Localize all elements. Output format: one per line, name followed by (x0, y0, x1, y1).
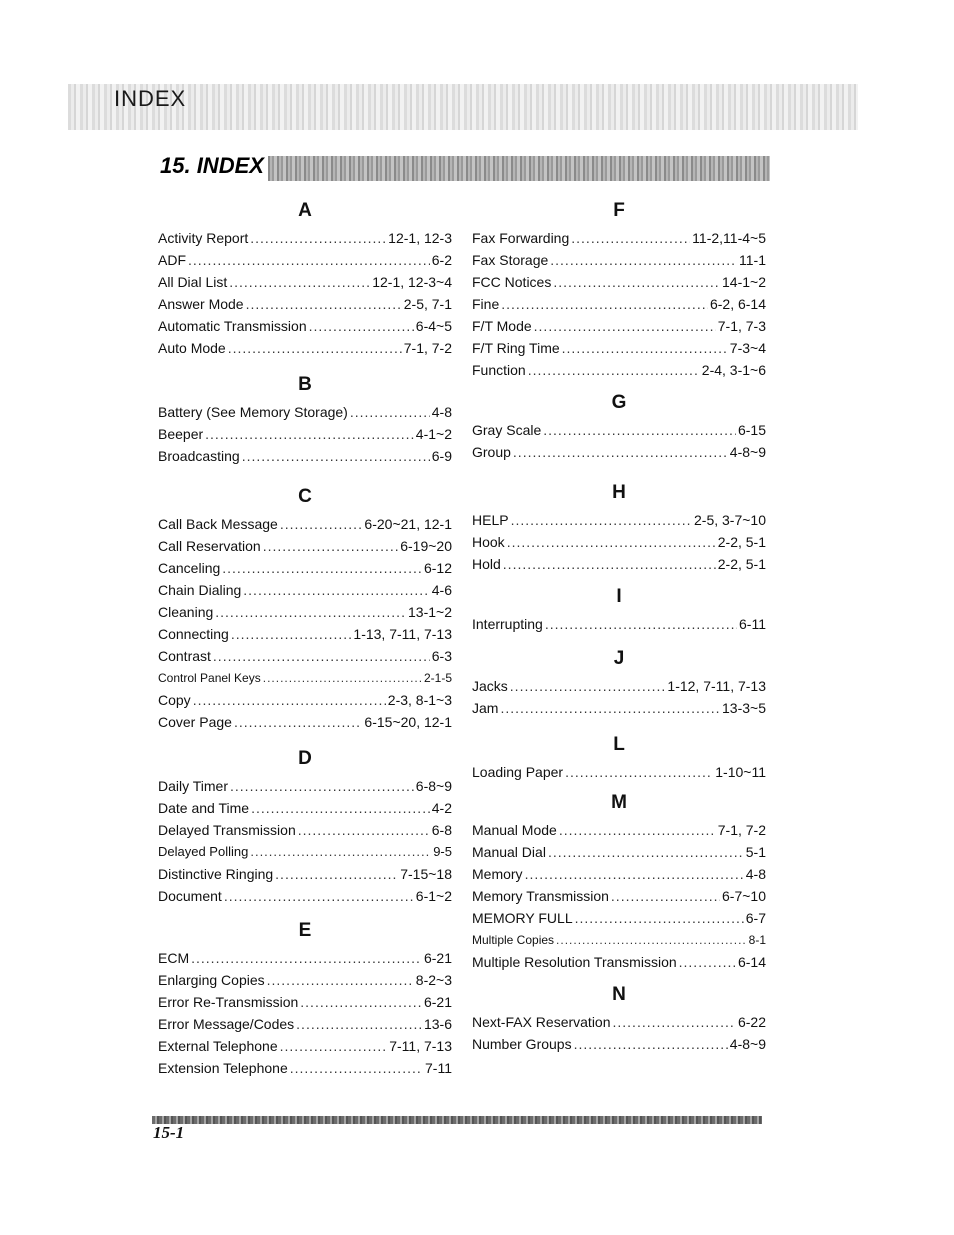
section-b (158, 373, 452, 467)
entry-pages: 6-7~10 (722, 888, 766, 904)
leader-dots (565, 761, 713, 783)
leader-dots (205, 423, 414, 445)
index-entry (158, 579, 452, 601)
index-entry (158, 293, 452, 315)
leader-dots (263, 535, 399, 557)
title-bar (268, 156, 770, 181)
leader-dots (548, 841, 744, 863)
index-entry (158, 1057, 452, 1079)
entry-pages: 11-1 (739, 252, 766, 268)
page-title: 15. INDEX (160, 153, 264, 178)
leader-dots (224, 885, 414, 907)
leader-dots (528, 359, 700, 381)
index-column-left (158, 195, 452, 1079)
section-i (472, 585, 766, 635)
index-entry (472, 315, 766, 337)
section-e (158, 919, 452, 1079)
entry-pages: 1-10~11 (715, 764, 766, 780)
entry-pages: 2-2, 5-1 (717, 556, 766, 572)
entry-term: Answer Mode (158, 296, 244, 312)
index-entry (158, 969, 452, 991)
entry-term: Multiple Resolution Transmission (472, 954, 677, 970)
entry-pages: 14-1~2 (722, 274, 766, 290)
leader-dots (188, 249, 430, 271)
section-g (472, 391, 766, 463)
section-m (472, 791, 766, 973)
page-number: 15-1 (153, 1123, 185, 1142)
entry-term: Delayed Transmission (158, 822, 296, 838)
entry-term: Interrupting (472, 616, 543, 632)
index-entry (472, 553, 766, 575)
leader-dots (290, 1057, 423, 1079)
entry-term: ADF (158, 252, 186, 268)
leader-dots (679, 951, 736, 973)
index-entry (158, 227, 452, 249)
leader-dots (556, 929, 747, 951)
entry-term: HELP (472, 512, 509, 528)
entry-term: Jacks (472, 678, 508, 694)
section-letter: J (613, 648, 625, 669)
leader-dots (543, 419, 736, 441)
entry-pages: 2-3, 8-1~3 (387, 692, 452, 708)
entry-pages: 6-1~2 (415, 888, 452, 904)
entry-pages: 7-15~18 (400, 866, 452, 882)
entry-term: Call Back Message (158, 516, 278, 532)
entry-term: Call Reservation (158, 538, 261, 554)
index-entry (158, 315, 452, 337)
section-letter: E (298, 920, 312, 941)
entry-term: Error Re-Transmission (158, 994, 299, 1010)
leader-dots (545, 613, 737, 635)
section-h (472, 481, 766, 575)
section-letter: D (298, 748, 312, 769)
index-entry (472, 441, 766, 463)
leader-dots (300, 991, 422, 1013)
index-entry (158, 841, 452, 863)
entry-pages: 2-4, 3-1~6 (701, 362, 766, 378)
entry-term: Beeper (158, 426, 204, 442)
entry-pages: 6-22 (737, 1014, 766, 1030)
entry-term: External Telephone (158, 1038, 278, 1054)
banner-title: INDEX (114, 86, 187, 111)
section-l (472, 733, 766, 783)
entry-term: Copy (158, 692, 191, 708)
leader-dots (309, 315, 414, 337)
leader-dots (575, 907, 744, 929)
leader-dots (500, 697, 720, 719)
leader-dots (534, 315, 716, 337)
entry-pages: 7-3~4 (729, 340, 766, 356)
entry-pages: 4-8~9 (729, 1036, 766, 1052)
entry-pages: 4-6 (431, 582, 452, 598)
entry-pages: 4-8~9 (729, 444, 766, 460)
entry-pages: 2-2, 5-1 (717, 534, 766, 550)
entry-pages: 6-15~20, 12-1 (364, 714, 452, 730)
section-letter: A (298, 200, 312, 221)
index-entry (472, 907, 766, 929)
entry-pages: 4-8 (431, 404, 452, 420)
leader-dots (562, 337, 728, 359)
entry-term: Fine (472, 296, 500, 312)
leader-dots (501, 293, 708, 315)
entry-term: Fax Forwarding (472, 230, 570, 246)
entry-term: Manual Dial (472, 844, 546, 860)
entry-pages: 2-1-5 (423, 671, 452, 685)
index-entry (158, 249, 452, 271)
entry-term: Loading Paper (472, 764, 564, 780)
entry-pages: 6-11 (739, 616, 766, 632)
entry-term: Number Groups (472, 1036, 572, 1052)
section-letter: F (613, 200, 625, 221)
index-entry (158, 1035, 452, 1057)
leader-dots (246, 293, 402, 315)
entry-pages: 12-1, 12-3 (388, 230, 452, 246)
entry-term: ECM (158, 950, 190, 966)
entry-pages: 8-2~3 (415, 972, 452, 988)
entry-term: Connecting (158, 626, 229, 642)
leader-dots (250, 227, 386, 249)
entry-pages: 1-12, 7-11, 7-13 (667, 678, 766, 694)
leader-dots (559, 819, 716, 841)
index-entry (158, 711, 452, 733)
index-entry (158, 863, 452, 885)
index-entry (472, 675, 766, 697)
entry-pages: 2-5, 3-7~10 (694, 512, 766, 528)
entry-pages: 6-21 (423, 994, 452, 1010)
entry-term: Jam (472, 700, 499, 716)
index-entry (158, 689, 452, 711)
index-entry (158, 401, 452, 423)
entry-term: Activity Report (158, 230, 249, 246)
entry-term: Broadcasting (158, 448, 240, 464)
entry-term: F/T Mode (472, 318, 532, 334)
leader-dots (553, 271, 720, 293)
entry-term: Function (472, 362, 526, 378)
index-entry (158, 947, 452, 969)
entry-pages: 7-1, 7-2 (717, 822, 766, 838)
leader-dots (611, 885, 720, 907)
entry-term: Extension Telephone (158, 1060, 288, 1076)
section-letter: M (611, 792, 627, 813)
leader-dots (613, 1011, 736, 1033)
entry-pages: 6-4~5 (415, 318, 452, 334)
leader-dots (228, 337, 402, 359)
entry-term: Group (472, 444, 511, 460)
index-entry (472, 951, 766, 973)
section-letter: N (612, 984, 626, 1005)
entry-pages: 4-2 (431, 800, 452, 816)
entry-term: Next-FAX Reservation (472, 1014, 611, 1030)
leader-dots (275, 863, 398, 885)
index-column-right (472, 195, 766, 1055)
leader-dots (507, 531, 716, 553)
index-entry (158, 667, 452, 689)
entry-pages: 11-2,11-4~5 (692, 230, 766, 246)
index-entry (158, 797, 452, 819)
entry-term: Date and Time (158, 800, 250, 816)
header-banner (68, 84, 858, 130)
entry-pages: 8-1 (748, 933, 766, 947)
entry-term: Hold (472, 556, 501, 572)
leader-dots (243, 579, 429, 601)
index-entry (472, 227, 766, 249)
index-entry (158, 535, 452, 557)
section-letter: G (611, 392, 627, 413)
entry-pages: 7-11, 7-13 (389, 1038, 452, 1054)
entry-pages: 13-1~2 (408, 604, 452, 620)
index-entry (158, 885, 452, 907)
entry-pages: 5-1 (745, 844, 766, 860)
section-letter: B (298, 374, 312, 395)
entry-pages: 6-15 (737, 422, 766, 438)
index-entry (472, 359, 766, 381)
index-entry (472, 1033, 766, 1055)
entry-pages: 6-20~21, 12-1 (364, 516, 452, 532)
leader-dots (242, 445, 430, 467)
entry-term: Daily Timer (158, 778, 229, 794)
section-j (472, 647, 766, 719)
index-entry (158, 819, 452, 841)
leader-dots (280, 1035, 388, 1057)
leader-dots (267, 969, 414, 991)
leader-dots (574, 1033, 728, 1055)
entry-term: Cleaning (158, 604, 214, 620)
section-n (472, 983, 766, 1055)
entry-term: Automatic Transmission (158, 318, 307, 334)
section-letter: I (616, 586, 622, 607)
footer-bar (152, 1116, 762, 1124)
entry-term: Fax Storage (472, 252, 549, 268)
section-c (158, 485, 452, 733)
entry-term: Contrast (158, 648, 211, 664)
index-entry (472, 863, 766, 885)
leader-dots (296, 1013, 422, 1035)
entry-pages: 7-11 (425, 1060, 452, 1076)
index-entry (472, 929, 766, 951)
leader-dots (513, 441, 728, 463)
section-letter: C (298, 486, 312, 507)
index-entry (158, 557, 452, 579)
leader-dots (231, 623, 352, 645)
section-a (158, 199, 452, 359)
index-entry (472, 531, 766, 553)
leader-dots (280, 513, 363, 535)
entry-term: F/T Ring Time (472, 340, 560, 356)
index-entry (158, 601, 452, 623)
leader-dots (229, 271, 370, 293)
entry-pages: 6-2, 6-14 (709, 296, 766, 312)
leader-dots (250, 841, 431, 863)
index-entry (158, 991, 452, 1013)
entry-pages: 6-8~9 (415, 778, 452, 794)
index-entry (158, 445, 452, 467)
entry-term: FCC Notices (472, 274, 552, 290)
leader-dots (193, 689, 386, 711)
section-letter: L (613, 734, 625, 755)
leader-dots (510, 675, 666, 697)
entry-term: Auto Mode (158, 340, 226, 356)
leader-dots (213, 645, 430, 667)
entry-term: Canceling (158, 560, 221, 576)
index-entry (158, 337, 452, 359)
entry-term: Error Message/Codes (158, 1016, 295, 1032)
index-entry (472, 761, 766, 783)
leader-dots (511, 509, 692, 531)
leader-dots (234, 711, 362, 733)
entry-term: Battery (See Memory Storage) (158, 404, 348, 420)
entry-pages: 13-3~5 (722, 700, 766, 716)
entry-term: Multiple Copies (472, 933, 555, 947)
entry-pages: 7-1, 7-3 (717, 318, 766, 334)
leader-dots (571, 227, 690, 249)
index-entry (472, 697, 766, 719)
leader-dots (222, 557, 422, 579)
index-entry (472, 419, 766, 441)
leader-dots (550, 249, 737, 271)
entry-pages: 6-12 (423, 560, 452, 576)
index-entry (472, 271, 766, 293)
entry-term: All Dial List (158, 274, 228, 290)
entry-term: Manual Mode (472, 822, 557, 838)
leader-dots (525, 863, 744, 885)
entry-term: Document (158, 888, 222, 904)
leader-dots (503, 553, 716, 575)
entry-pages: 4-8 (745, 866, 766, 882)
index-entry (472, 249, 766, 271)
leader-dots (350, 401, 430, 423)
entry-pages: 6-2 (431, 252, 452, 268)
entry-pages: 6-7 (745, 910, 766, 926)
entry-term: Enlarging Copies (158, 972, 265, 988)
entry-pages: 2-5, 7-1 (403, 296, 452, 312)
section-letter: H (612, 482, 626, 503)
leader-dots (215, 601, 406, 623)
leader-dots (298, 819, 430, 841)
entry-term: Memory (472, 866, 523, 882)
leader-dots (251, 797, 430, 819)
leader-dots (263, 667, 422, 689)
entry-pages: 6-21 (423, 950, 452, 966)
section-d (158, 747, 452, 907)
index-entry (158, 271, 452, 293)
entry-pages: 6-8 (431, 822, 452, 838)
entry-term: Distinctive Ringing (158, 866, 274, 882)
index-entry (472, 613, 766, 635)
index-entry (472, 1011, 766, 1033)
entry-pages: 6-14 (737, 954, 766, 970)
section-f (472, 199, 766, 381)
entry-pages: 12-1, 12-3~4 (372, 274, 452, 290)
entry-term: Memory Transmission (472, 888, 609, 904)
entry-term: Hook (472, 534, 505, 550)
index-entry (158, 645, 452, 667)
entry-pages: 13-6 (423, 1016, 452, 1032)
entry-pages: 9-5 (433, 844, 452, 859)
index-entry (472, 337, 766, 359)
index-entry (472, 819, 766, 841)
index-entry (158, 423, 452, 445)
entry-pages: 7-1, 7-2 (403, 340, 452, 356)
entry-pages: 6-3 (431, 648, 452, 664)
index-entry (158, 1013, 452, 1035)
entry-pages: 4-1~2 (415, 426, 452, 442)
index-entry (472, 841, 766, 863)
entry-pages: 6-19~20 (400, 538, 452, 554)
entry-term: Cover Page (158, 714, 232, 730)
entry-term: MEMORY FULL (472, 910, 573, 926)
index-entry (472, 885, 766, 907)
entry-term: Gray Scale (472, 422, 542, 438)
index-entry (472, 293, 766, 315)
index-entry (158, 513, 452, 535)
index-entry (158, 775, 452, 797)
leader-dots (230, 775, 414, 797)
leader-dots (191, 947, 422, 969)
index-entry (472, 509, 766, 531)
entry-term: Chain Dialing (158, 582, 242, 598)
entry-term: Delayed Polling (158, 844, 249, 859)
entry-term: Control Panel Keys (158, 671, 261, 685)
index-entry (158, 623, 452, 645)
entry-pages: 6-9 (431, 448, 452, 464)
entry-pages: 1-13, 7-11, 7-13 (353, 626, 452, 642)
